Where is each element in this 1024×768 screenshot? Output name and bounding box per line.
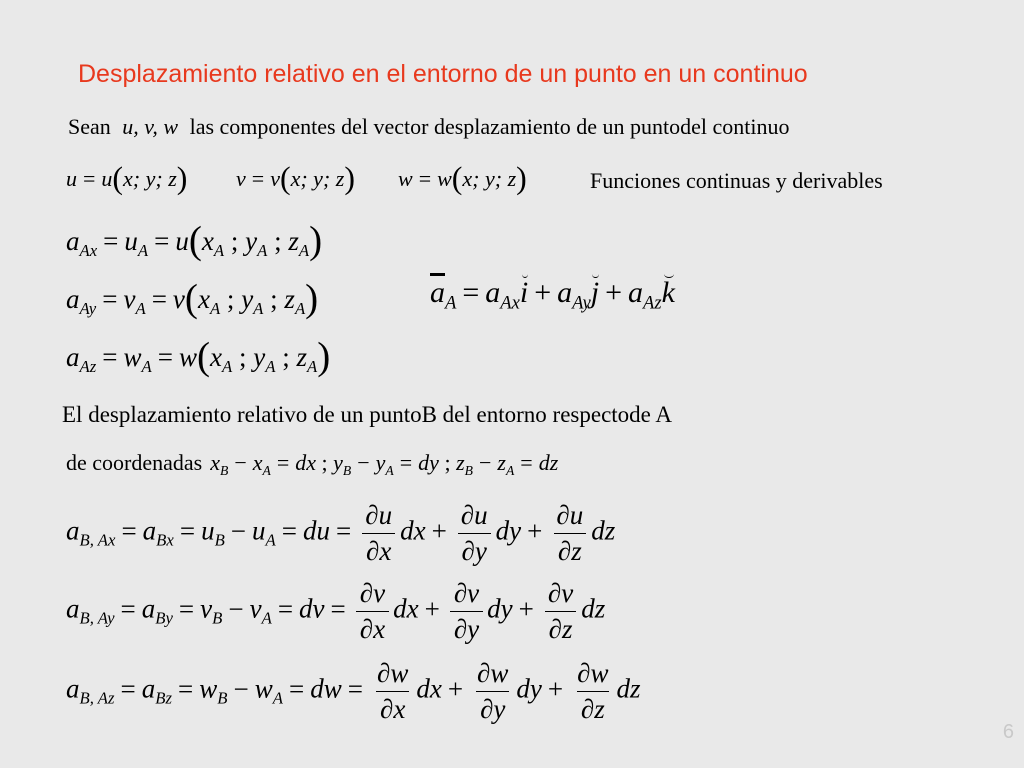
intro-pre: Sean xyxy=(68,114,111,139)
derivative-x-equation: $a_{B, Ax} = a_{Bx} = u_B - u_A$ = du = $\frac{\partial u}{\partial x}$ dx + $\frac{\partial u}{\partial y}$ dy + $\frac{\partial u}{\partial z}$ dz xyxy=(66,500,616,566)
relative-text: El desplazamiento relativo de un puntoB del entorno respectode A xyxy=(62,402,672,427)
function-w: w = w(x; y; z) xyxy=(398,160,527,196)
component-ax: $a_{Ax} = u_A = u(x_A$ ; $y_A$ ; $z_A$) xyxy=(66,219,323,263)
function-v: v = v(x; y; z) xyxy=(236,160,355,196)
vector-equation: $\overline{a}_A = a_{Ax}i + a_{Ay}j + a_{Az}k$ xyxy=(430,276,675,314)
slide-title: Desplazamiento relativo en el entorno de un punto en un continuo xyxy=(78,60,808,88)
component-ay: $a_{Ay} = v_A = v(x_A$ ; $y_A$ ; $z_A$) xyxy=(66,277,319,321)
component-az: $a_{Az} = w_A = w(x_A$ ; $y_A$ ; $z_A$) xyxy=(66,335,331,379)
derivative-z-equation: $a_{B, Az} = a_{Bz} = w_B - w_A$ = dw = $\frac{\partial w}{\partial x}$ dx + $\frac{\partial w}{\partial y}$ dy + $\frac{\partial w}{\partial z}$ dz xyxy=(66,658,641,724)
page-number: 6 xyxy=(1002,721,1014,743)
functions-note: Funciones continuas y derivables xyxy=(590,168,883,193)
function-u: u = u(x; y; z) xyxy=(66,160,188,196)
derivative-y-equation: $a_{B, Ay} = a_{By} = v_B - v_A$ = dv = $\frac{\partial v}{\partial x}$ dx + $\frac{\partial v}{\partial y}$ dy + $\frac{\partial v}{\partial z}$ dz xyxy=(66,578,606,644)
intro-line xyxy=(68,114,790,140)
intro-vars: u, v, w xyxy=(122,114,179,139)
coordinates-line: de coordenadas $x_B - x_A$ = dx ; $y_B - y_A$ = dy ; $z_B - z_A$ = dz xyxy=(66,450,559,478)
intro-post: las componentes del vector desplazamiento de un puntodel continuo xyxy=(189,114,790,139)
